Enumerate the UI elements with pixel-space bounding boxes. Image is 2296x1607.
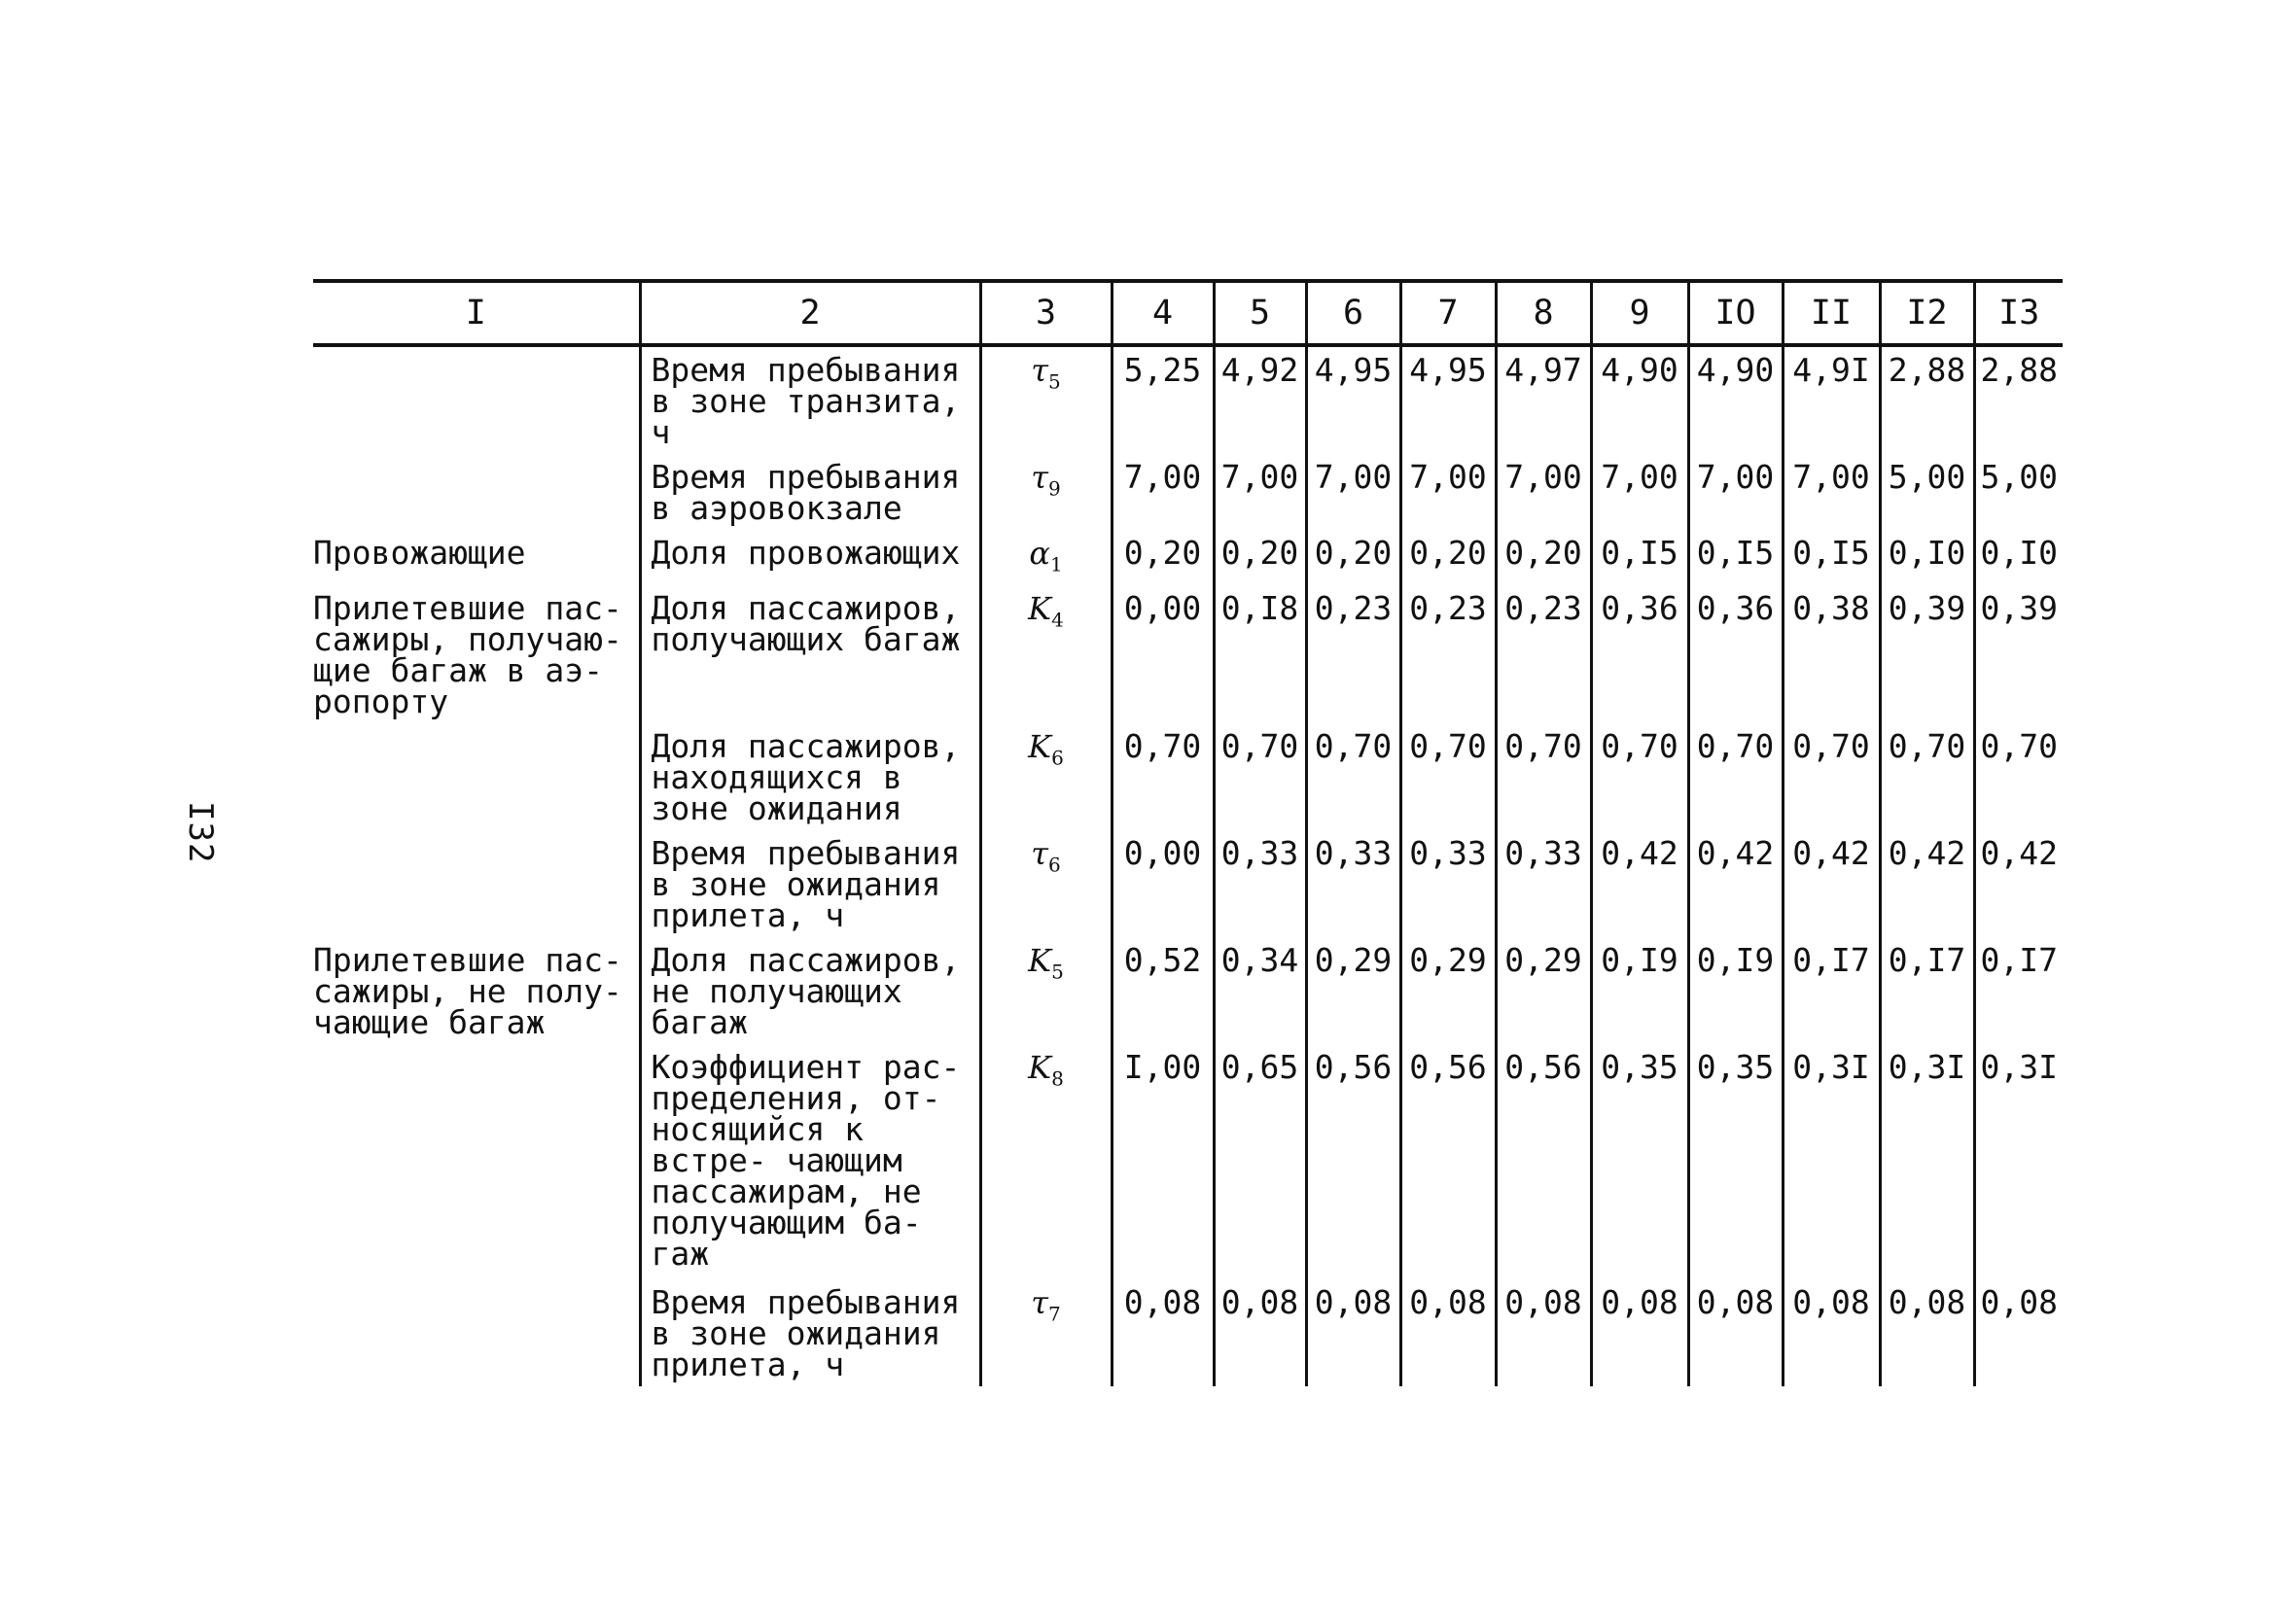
value-cell: 0,33 (1496, 830, 1591, 937)
parameter-name: Время пребывания в зоне ожидания прилета, ч (640, 1279, 980, 1386)
symbol-letter: K (1028, 728, 1052, 766)
parameter-name: Время пребывания в зоне транзита, ч (640, 345, 980, 454)
parameter-symbol (980, 454, 1112, 530)
value-cell: 7,00 (1306, 454, 1400, 530)
symbol-subscript: 9 (1047, 476, 1061, 501)
value-cell: 0,36 (1591, 585, 1688, 723)
symbol-subscript: 7 (1047, 1302, 1061, 1326)
value-cell: 0,I8 (1214, 585, 1306, 723)
table-body (313, 345, 2063, 1386)
value-cell: 0,70 (1688, 723, 1783, 830)
row-group-label (313, 830, 640, 937)
value-cell: 4,9I (1783, 345, 1880, 454)
value-cell: 0,39 (1974, 585, 2063, 723)
value-cell: 5,00 (1880, 454, 1974, 530)
symbol-letter: K (1028, 942, 1052, 980)
value-cell: 2,88 (1880, 345, 1974, 454)
value-cell: 0,29 (1496, 937, 1591, 1044)
symbol-letter: τ (1031, 352, 1048, 389)
value-cell: 0,23 (1400, 585, 1496, 723)
symbol-subscript: 1 (1049, 552, 1063, 576)
value-cell: 4,97 (1496, 345, 1591, 454)
row-group-label (313, 1279, 640, 1386)
symbol-letter: τ (1031, 835, 1048, 873)
value-cell: 0,08 (1496, 1279, 1591, 1386)
value-cell: 0,70 (1880, 723, 1974, 830)
value-cell: 0,70 (1496, 723, 1591, 830)
value-cell: 0,20 (1496, 530, 1591, 585)
col-header: I3 (1974, 281, 2063, 345)
symbol-subscript: 6 (1051, 746, 1064, 770)
table-row (313, 830, 2063, 937)
value-cell: 0,42 (1783, 830, 1880, 937)
table-row (313, 585, 2063, 723)
col-header: I2 (1880, 281, 1974, 345)
parameter-name: Время пребывания в зоне ожидания прилета, ч (640, 830, 980, 937)
value-cell: 0,3I (1783, 1044, 1880, 1279)
value-cell: 0,23 (1496, 585, 1591, 723)
value-cell: 0,35 (1591, 1044, 1688, 1279)
table-row (313, 1279, 2063, 1386)
value-cell: 0,08 (1880, 1279, 1974, 1386)
symbol-subscript: 6 (1047, 853, 1061, 877)
value-cell: 0,70 (1974, 723, 2063, 830)
symbol-subscript: 4 (1051, 608, 1064, 632)
parameter-symbol (980, 830, 1112, 937)
parameter-symbol (980, 345, 1112, 454)
value-cell: 0,I7 (1783, 937, 1880, 1044)
row-group-label (313, 723, 640, 830)
value-cell: 0,08 (1214, 1279, 1306, 1386)
parameter-name: Доля пассажиров, получающих багаж (640, 585, 980, 723)
value-cell: 4,90 (1688, 345, 1783, 454)
table-row (313, 454, 2063, 530)
value-cell: 0,39 (1880, 585, 1974, 723)
value-cell: 0,70 (1783, 723, 1880, 830)
parameter-symbol (980, 1044, 1112, 1279)
value-cell: 0,70 (1591, 723, 1688, 830)
table-row (313, 937, 2063, 1044)
value-cell: 0,00 (1112, 585, 1214, 723)
row-group-label: Прилетевшие пас- сажиры, получаю- щие багаж в аэ- ропорту (313, 589, 622, 721)
value-cell: 7,00 (1112, 454, 1214, 530)
value-cell: 5,00 (1974, 454, 2063, 530)
value-cell: 7,00 (1591, 454, 1688, 530)
col-header: 2 (640, 281, 980, 345)
col-header: 6 (1306, 281, 1400, 345)
value-cell: 0,I5 (1591, 530, 1688, 585)
value-cell: 2,88 (1974, 345, 2063, 454)
value-cell: 0,52 (1112, 937, 1214, 1044)
row-group-label: Прилетевшие пас- сажиры, не полу- чающие багаж (313, 941, 622, 1042)
value-cell: 0,33 (1214, 830, 1306, 937)
value-cell: 0,70 (1400, 723, 1496, 830)
value-cell: 0,33 (1400, 830, 1496, 937)
col-header: IO (1688, 281, 1783, 345)
value-cell: 0,20 (1214, 530, 1306, 585)
page-number: I32 (181, 801, 220, 864)
symbol-letter: K (1028, 590, 1052, 628)
col-header: 9 (1591, 281, 1688, 345)
value-cell: I,00 (1112, 1044, 1214, 1279)
value-cell: 5,25 (1112, 345, 1214, 454)
value-cell: 0,08 (1591, 1279, 1688, 1386)
value-cell: 0,29 (1306, 937, 1400, 1044)
value-cell: 0,70 (1214, 723, 1306, 830)
parameter-name: Доля провожающих (640, 530, 980, 585)
col-header: 5 (1214, 281, 1306, 345)
value-cell: 4,90 (1591, 345, 1688, 454)
value-cell: 0,38 (1783, 585, 1880, 723)
value-cell: 0,36 (1688, 585, 1783, 723)
value-cell: 0,I5 (1688, 530, 1783, 585)
value-cell: 0,23 (1306, 585, 1400, 723)
col-header: II (1783, 281, 1880, 345)
parameter-name: Коэффициент рас- пределения, от- носящийся к встре- чающим пассажирам, не получающим ба- гаж (640, 1044, 980, 1279)
value-cell: 0,08 (1112, 1279, 1214, 1386)
value-cell: 0,20 (1112, 530, 1214, 585)
value-cell: 0,42 (1974, 830, 2063, 937)
value-cell: 4,95 (1306, 345, 1400, 454)
value-cell: 0,29 (1400, 937, 1496, 1044)
header-row (313, 281, 2063, 345)
value-cell: 0,08 (1974, 1279, 2063, 1386)
value-cell: 7,00 (1496, 454, 1591, 530)
parameter-symbol (980, 1279, 1112, 1386)
value-cell: 0,I9 (1688, 937, 1783, 1044)
symbol-subscript: 8 (1051, 1066, 1064, 1091)
data-table (313, 279, 2063, 1386)
value-cell: 4,92 (1214, 345, 1306, 454)
value-cell: 0,08 (1306, 1279, 1400, 1386)
col-header: 7 (1400, 281, 1496, 345)
value-cell: 0,3I (1880, 1044, 1974, 1279)
parameter-name: Доля пассажиров, не получающих багаж (640, 937, 980, 1044)
value-cell: 7,00 (1400, 454, 1496, 530)
row-group-label (313, 1044, 640, 1279)
value-cell: 0,08 (1400, 1279, 1496, 1386)
value-cell: 0,70 (1306, 723, 1400, 830)
symbol-letter: τ (1031, 459, 1048, 496)
value-cell: 7,00 (1688, 454, 1783, 530)
value-cell: 0,I7 (1974, 937, 2063, 1044)
col-header: 8 (1496, 281, 1591, 345)
value-cell: 7,00 (1214, 454, 1306, 530)
symbol-subscript: 5 (1047, 369, 1061, 394)
symbol-letter: τ (1031, 1284, 1048, 1322)
table-row (313, 345, 2063, 454)
table-row (313, 1044, 2063, 1279)
value-cell: 0,I7 (1880, 937, 1974, 1044)
parameter-symbol (980, 723, 1112, 830)
parameter-symbol (980, 530, 1112, 585)
parameter-name: Время пребывания в аэровокзале (640, 454, 980, 530)
value-cell: 0,08 (1688, 1279, 1783, 1386)
value-cell: 0,34 (1214, 937, 1306, 1044)
value-cell: 0,56 (1306, 1044, 1400, 1279)
value-cell: 0,33 (1306, 830, 1400, 937)
value-cell: 0,42 (1688, 830, 1783, 937)
parameter-name: Доля пассажиров, находящихся в зоне ожидания (640, 723, 980, 830)
value-cell: 0,I5 (1783, 530, 1880, 585)
col-header: I (313, 281, 640, 345)
row-group-label: Провожающие (313, 534, 526, 572)
table-row (313, 723, 2063, 830)
value-cell: 0,35 (1688, 1044, 1783, 1279)
row-group-label (313, 454, 640, 530)
value-cell: 4,95 (1400, 345, 1496, 454)
value-cell: 0,56 (1496, 1044, 1591, 1279)
value-cell: 0,00 (1112, 830, 1214, 937)
symbol-letter: K (1028, 1049, 1052, 1087)
value-cell: 0,20 (1400, 530, 1496, 585)
value-cell: 0,65 (1214, 1044, 1306, 1279)
parameter-symbol (980, 585, 1112, 723)
value-cell: 0,08 (1783, 1279, 1880, 1386)
value-cell: 0,I0 (1880, 530, 1974, 585)
table-row (313, 530, 2063, 585)
col-header: 4 (1112, 281, 1214, 345)
value-cell: 0,20 (1306, 530, 1400, 585)
parameter-symbol (980, 937, 1112, 1044)
row-group-label (313, 345, 640, 454)
value-cell: 0,I0 (1974, 530, 2063, 585)
value-cell: 0,56 (1400, 1044, 1496, 1279)
symbol-letter: α (1029, 535, 1050, 572)
col-header: 3 (980, 281, 1112, 345)
value-cell: 7,00 (1783, 454, 1880, 530)
value-cell: 0,42 (1880, 830, 1974, 937)
value-cell: 0,42 (1591, 830, 1688, 937)
value-cell: 0,I9 (1591, 937, 1688, 1044)
symbol-subscript: 5 (1051, 960, 1064, 984)
value-cell: 0,3I (1974, 1044, 2063, 1279)
value-cell: 0,70 (1112, 723, 1214, 830)
